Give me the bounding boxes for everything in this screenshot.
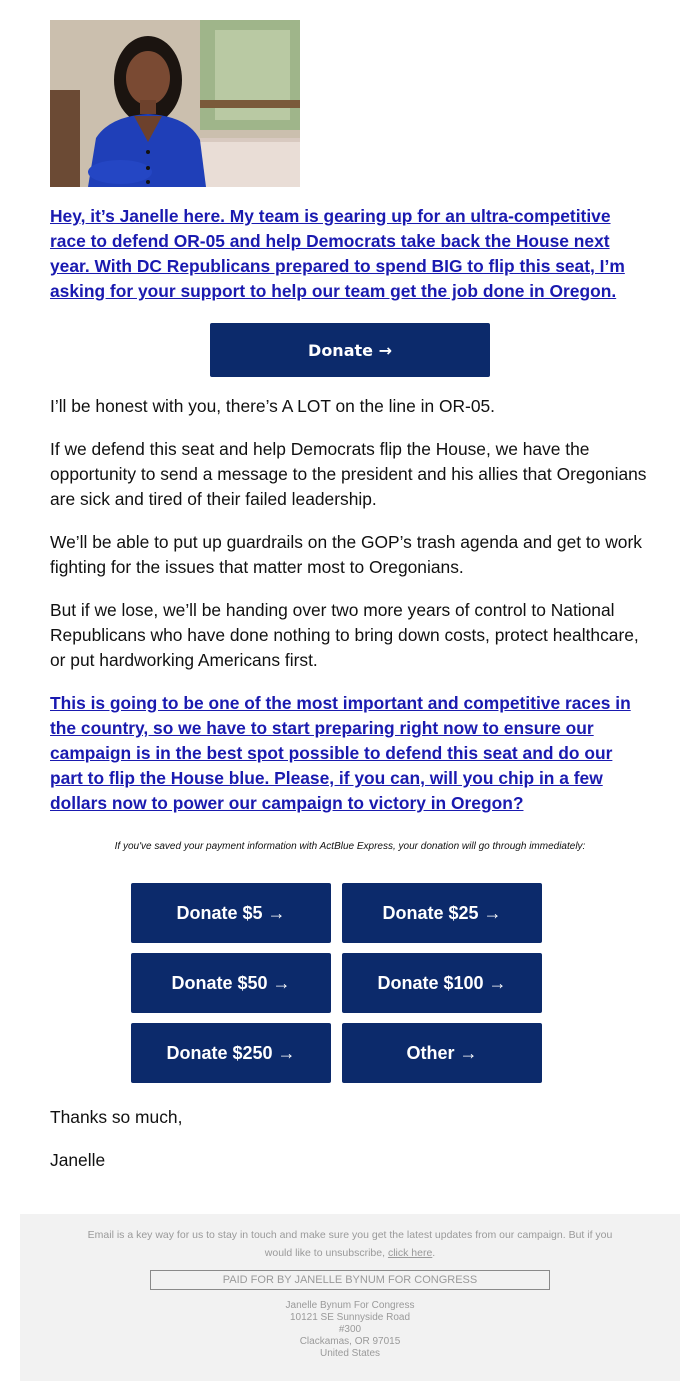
donate-5-button[interactable]: Donate $5 → bbox=[131, 883, 331, 943]
address-line: #300 bbox=[338, 1324, 362, 1335]
paragraph-3: We’ll be able to put up guardrails on the GOP’s trash agenda and get to work fighting for the issues that matter most to Oregonians. bbox=[50, 532, 642, 577]
lead-donate-link[interactable]: Hey, it’s Janelle here. My team is gearing up for an ultra-competitive race to defend OR-05 and help Democrats take back the House next year. With DC Republicans prepared to spend BIG to flip this seat, I’m asking for your support to help our team get the job done in Oregon. bbox=[50, 206, 625, 301]
actblue-express-note: If you've saved your payment information with ActBlue Express, your donation will go through immediately: bbox=[114, 841, 586, 852]
candidate-photo-illustration bbox=[50, 20, 300, 187]
donate-25-button[interactable]: Donate $25 → bbox=[342, 883, 542, 943]
unsubscribe-link[interactable]: click here bbox=[387, 1247, 433, 1259]
address-line: Janelle Bynum For Congress bbox=[285, 1300, 415, 1311]
paragraph-1: I’ll be honest with you, there’s A LOT on the line in OR-05. bbox=[50, 396, 496, 416]
email-footer bbox=[20, 1214, 680, 1381]
paid-for-disclaimer: PAID FOR BY JANELLE BYNUM FOR CONGRESS bbox=[150, 1270, 550, 1290]
ask-donate-link[interactable]: This is going to be one of the most important and competitive races in the country, so we have to start preparing right now to ensure our campaign is in the best spot possible to defend this seat and do our part to flip the House blue. Please, if you can, will you chip in a few dollars now to power our campaign to victory in Oregon? bbox=[50, 693, 631, 813]
address-line: 10121 SE Sunnyside Road bbox=[289, 1312, 411, 1323]
mailing-address bbox=[80, 1300, 620, 1360]
paragraph-4: But if we lose, we’ll be handing over two more years of control to National Republicans who have done nothing to bring down costs, protect healthcare, or put hardworking Americans first. bbox=[50, 600, 639, 670]
footer-message bbox=[80, 1226, 620, 1262]
candidate-photo bbox=[50, 20, 300, 187]
signature: Janelle bbox=[50, 1150, 106, 1170]
footer-message-text: Email is a key way for us to stay in touch and make sure you get the latest updates from our campaign. But if you would like to unsubscribe, bbox=[87, 1229, 613, 1259]
footer-message-end: . bbox=[432, 1247, 436, 1259]
address-line: United States bbox=[319, 1348, 381, 1359]
paragraph-2: If we defend this seat and help Democrats flip the House, we have the opportunity to send a message to the president and his allies that Oregonians are sick and tired of their failed leadership. bbox=[50, 439, 647, 509]
sign-off: Thanks so much, bbox=[50, 1107, 183, 1127]
donate-100-button[interactable]: Donate $100 → bbox=[342, 953, 542, 1013]
donate-50-button[interactable]: Donate $50 → bbox=[131, 953, 331, 1013]
address-line: Clackamas, OR 97015 bbox=[299, 1336, 401, 1347]
donate-button[interactable]: Donate → bbox=[210, 323, 490, 377]
donate-other-button[interactable]: Other → bbox=[342, 1023, 542, 1083]
donate-250-button[interactable]: Donate $250 → bbox=[131, 1023, 331, 1083]
